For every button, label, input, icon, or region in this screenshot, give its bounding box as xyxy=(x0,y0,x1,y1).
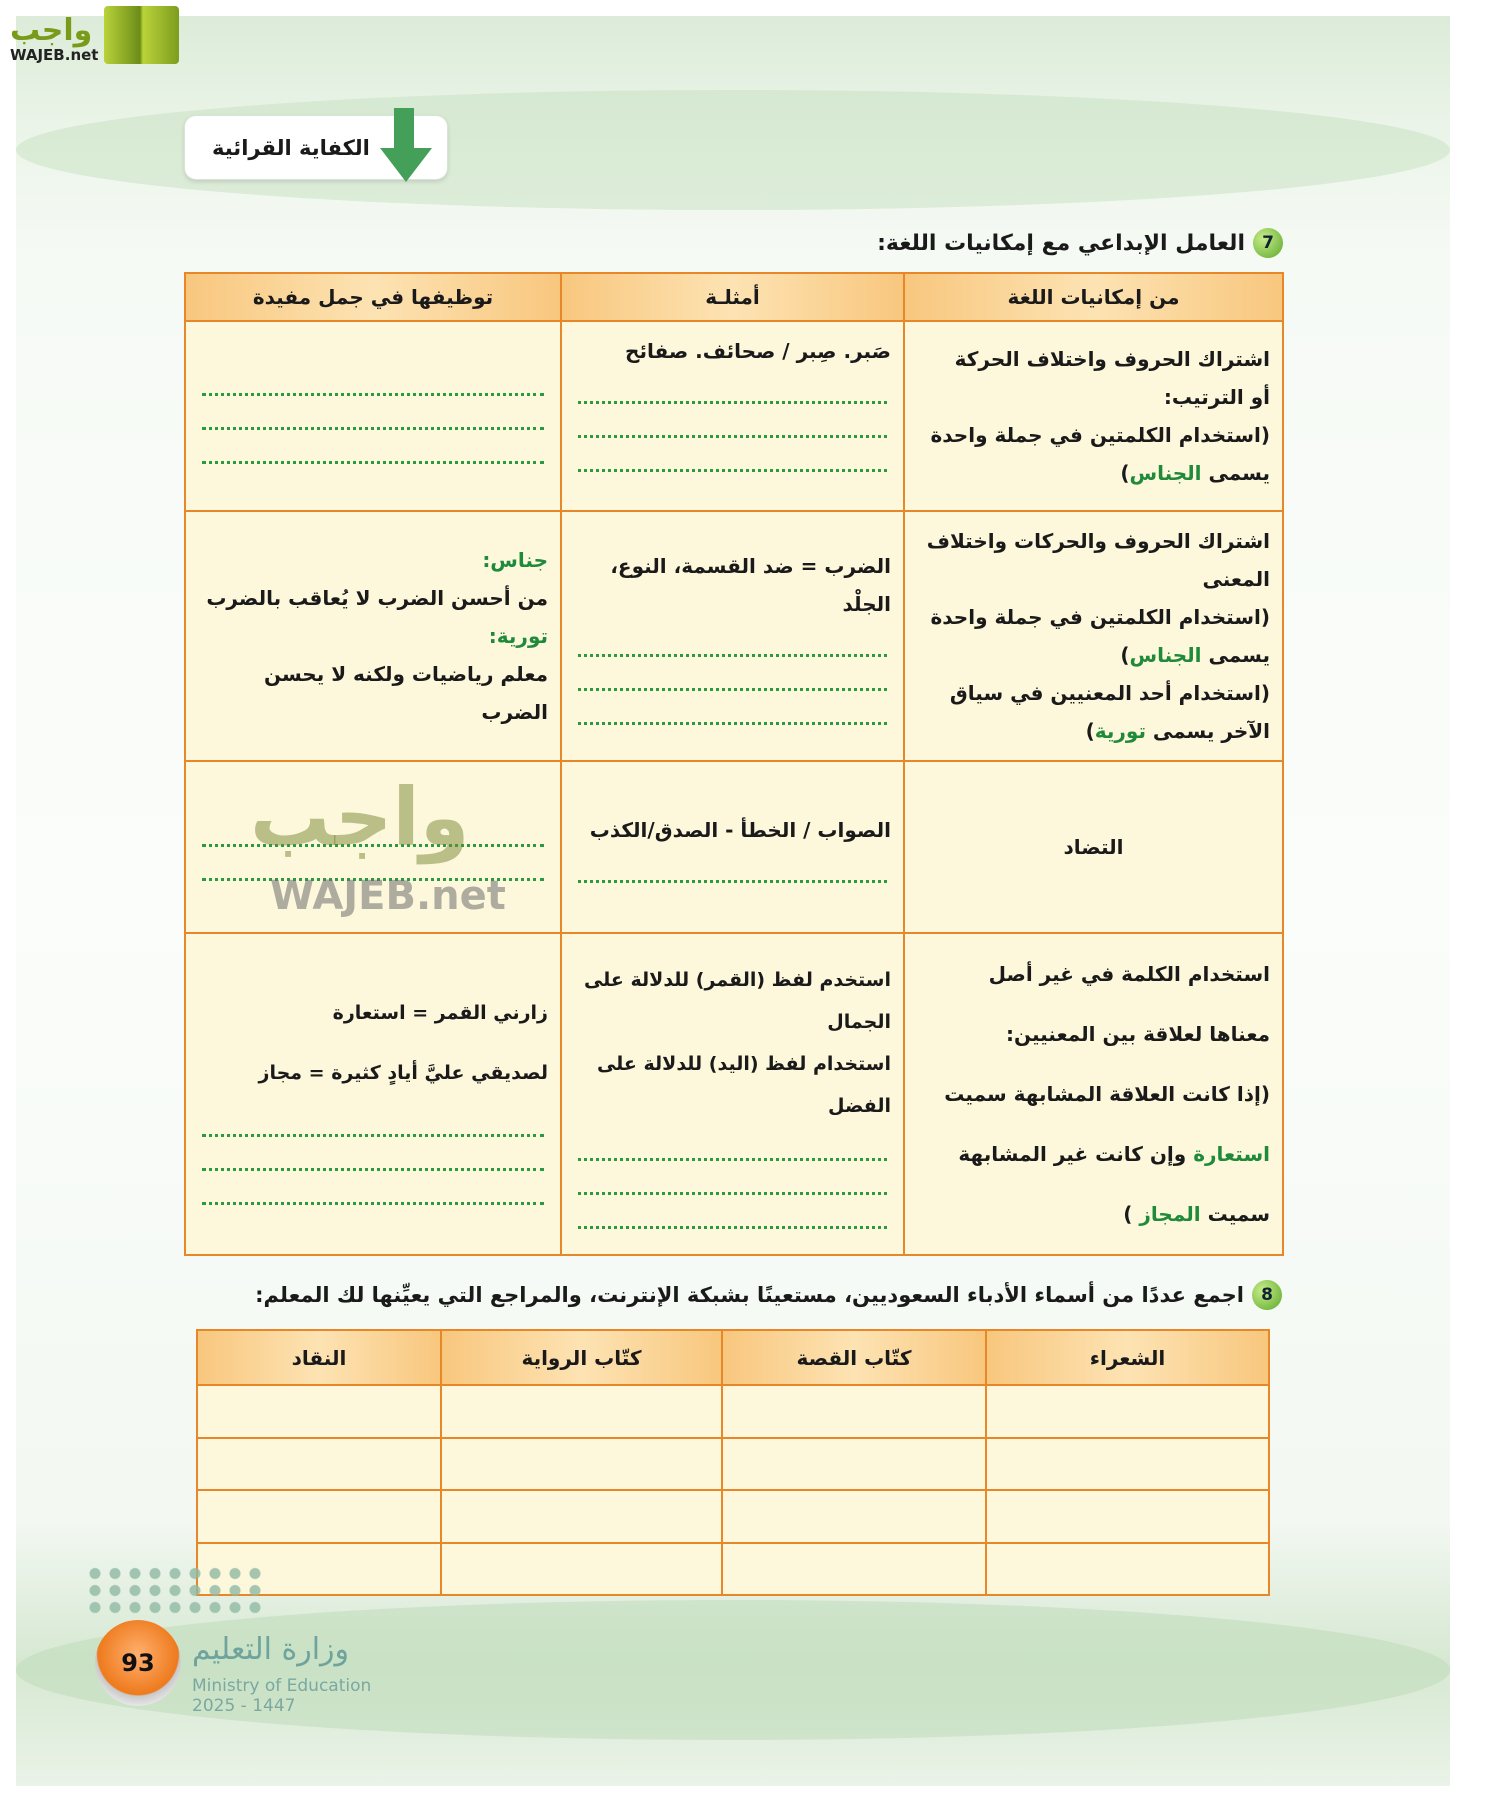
text-line: التضاد xyxy=(1063,835,1124,859)
header-cell: توظيفها في جمل مفيدة xyxy=(185,273,561,321)
term-highlight: الجناس xyxy=(1129,643,1202,667)
answer-cell[interactable] xyxy=(722,1385,986,1438)
term-highlight: الجناس xyxy=(1129,461,1202,485)
examples-cell xyxy=(561,321,904,511)
term-highlight: استعارة xyxy=(1193,1142,1270,1166)
text-line: ) xyxy=(1120,643,1130,667)
language-possibilities-table xyxy=(184,272,1284,1256)
sentence-text: من أحسن الضرب لا يُعاقب بالضرب xyxy=(206,586,548,610)
text-line: اشتراك الحروف واختلاف الحركة xyxy=(954,347,1270,371)
text-line: (استخدام الكلمتين في جملة واحدة xyxy=(930,605,1270,629)
answer-line[interactable] xyxy=(202,1171,544,1205)
text-line: الآخر يسمى xyxy=(1145,719,1270,743)
answer-cell[interactable] xyxy=(986,1438,1269,1491)
text-line: سميت xyxy=(1200,1202,1270,1226)
text-line: اشتراك الحروف والحركات واختلاف xyxy=(926,529,1270,553)
ministry-name-en xyxy=(192,1676,371,1716)
footer-wave xyxy=(16,1600,1450,1740)
answer-cell[interactable] xyxy=(441,1438,722,1491)
possibility-cell xyxy=(904,511,1283,761)
text-line: ) xyxy=(1120,461,1130,485)
example-text: استخدام لفظ (اليد) للدلالة على xyxy=(596,1053,891,1075)
edition-year: 2025 - 1447 xyxy=(192,1696,296,1716)
watermark-en: WAJEB.net xyxy=(270,873,506,919)
text-line: معناها لعلاقة بين المعنيين: xyxy=(1005,1022,1270,1046)
sentences-cell xyxy=(185,761,561,933)
ministry-name-en-text: Ministry of Education xyxy=(192,1676,372,1696)
answer-cell[interactable] xyxy=(986,1490,1269,1543)
book-icon xyxy=(104,6,179,64)
saudi-writers-table xyxy=(196,1329,1270,1596)
text-line: (استخدام الكلمتين في جملة واحدة xyxy=(930,423,1270,447)
answer-line[interactable] xyxy=(202,430,544,464)
answer-cell[interactable] xyxy=(722,1438,986,1491)
possibility-cell xyxy=(904,933,1283,1255)
answer-line[interactable] xyxy=(578,657,887,691)
header-cell: كتّاب القصة xyxy=(722,1330,986,1385)
term-highlight: المجاز xyxy=(1139,1202,1201,1226)
answer-line[interactable] xyxy=(578,849,887,883)
logo-text-ar: واجب xyxy=(10,13,93,48)
question-8-title xyxy=(255,1280,1282,1310)
example-text: استخدم لفظ (القمر) للدلالة على xyxy=(583,969,891,991)
question-text: اجمع عددًا من أسماء الأدباء السعوديين، مستعينًا بشبكة الإنترنت، والمراجع التي يعيِّنها لك المعلم: xyxy=(255,1283,1244,1307)
answer-line[interactable] xyxy=(578,438,887,472)
question-7-title xyxy=(877,228,1283,258)
text-line: (إذا كانت العلاقة المشابهة سميت xyxy=(944,1082,1270,1106)
example-text: الفضل xyxy=(827,1095,891,1117)
text-line: ) xyxy=(1085,719,1095,743)
arrow-down-icon xyxy=(380,108,436,182)
answer-line[interactable] xyxy=(202,1103,544,1137)
answer-line[interactable] xyxy=(202,362,544,396)
sentences-cell xyxy=(185,933,561,1255)
answer-cell[interactable] xyxy=(197,1438,441,1491)
text-line: المعنى xyxy=(1202,567,1270,591)
answer-line[interactable] xyxy=(578,1195,887,1229)
example-text: الضرب = ضد القسمة، النوع، الجلْد xyxy=(610,554,891,616)
answer-line[interactable] xyxy=(578,1161,887,1195)
watermark-ar: واجب xyxy=(250,771,470,864)
sentences-cell xyxy=(185,511,561,761)
answer-line[interactable] xyxy=(578,370,887,404)
label-jinas: جناس: xyxy=(482,548,548,572)
answer-cell[interactable] xyxy=(986,1385,1269,1438)
answer-cell[interactable] xyxy=(197,1490,441,1543)
answer-cell[interactable] xyxy=(197,1385,441,1438)
table-row xyxy=(185,933,1283,1255)
header-cell: الشعراء xyxy=(986,1330,1269,1385)
text-line: يسمى xyxy=(1201,643,1270,667)
examples-cell xyxy=(561,933,904,1255)
question-number-badge: 7 xyxy=(1253,228,1283,258)
term-highlight: تورية xyxy=(1094,719,1146,743)
text-line: استخدام الكلمة في غير أصل xyxy=(988,962,1270,986)
table-row xyxy=(185,511,1283,761)
header-cell: من إمكانيات اللغة xyxy=(904,273,1283,321)
answer-line[interactable] xyxy=(202,813,544,847)
text-line: أو الترتيب: xyxy=(1163,385,1270,409)
answer-line[interactable] xyxy=(202,847,544,881)
answer-line[interactable] xyxy=(578,404,887,438)
example-text: الصواب / الخطأ - الصدق/الكذب xyxy=(589,818,891,842)
text-line: وإن كانت غير المشابهة xyxy=(958,1142,1194,1166)
table-row xyxy=(197,1438,1269,1491)
header-cell: أمثلـة xyxy=(561,273,904,321)
answer-cell[interactable] xyxy=(722,1490,986,1543)
table-row xyxy=(197,1385,1269,1438)
sentence-text: معلم رياضيات ولكنه لا يحسن الضرب xyxy=(263,662,548,724)
sentence-text: لصديقي عليَّ أيادٍ كثيرة = مجاز xyxy=(258,1062,548,1084)
sentence-text: زارني القمر = استعارة xyxy=(332,1002,548,1024)
examples-cell xyxy=(561,761,904,933)
question-number-badge: 8 xyxy=(1252,1280,1282,1310)
ministry-name-ar: وزارة التعليم xyxy=(192,1632,350,1667)
example-text: الجمال xyxy=(827,1011,891,1033)
answer-cell[interactable] xyxy=(441,1543,722,1596)
table-row xyxy=(185,321,1283,511)
text-line: يسمى xyxy=(1201,461,1270,485)
logo-text-en: WAJEB.net xyxy=(10,46,99,64)
section-title: الكفاية القرائية xyxy=(212,135,370,160)
answer-line[interactable] xyxy=(202,396,544,430)
possibility-cell xyxy=(904,321,1283,511)
possibility-cell xyxy=(904,761,1283,933)
sentences-cell xyxy=(185,321,561,511)
table-row xyxy=(185,761,1283,933)
table-row xyxy=(197,1490,1269,1543)
wajeb-logo xyxy=(10,6,179,64)
header-cell: النقاد xyxy=(197,1330,441,1385)
text-line: ) xyxy=(1123,1202,1140,1226)
page-number-badge xyxy=(95,1620,181,1706)
table-row xyxy=(197,1543,1269,1596)
answer-line[interactable] xyxy=(578,691,887,725)
answer-cell[interactable] xyxy=(986,1543,1269,1596)
answer-line[interactable] xyxy=(202,1137,544,1171)
answer-cell[interactable] xyxy=(722,1543,986,1596)
text-line: (استخدام أحد المعنيين في سياق xyxy=(949,681,1270,705)
examples-cell xyxy=(561,511,904,761)
label-tawriya: تورية: xyxy=(488,624,548,648)
header-cell: كتّاب الرواية xyxy=(441,1330,722,1385)
answer-line[interactable] xyxy=(578,623,887,657)
answer-line[interactable] xyxy=(578,1127,887,1161)
example-text: صَبر. صِبر / صحائف. صفائح xyxy=(625,339,891,363)
page-number: 93 xyxy=(121,1649,155,1677)
ministry-logo-dots xyxy=(85,1565,265,1615)
answer-cell[interactable] xyxy=(441,1385,722,1438)
answer-cell[interactable] xyxy=(441,1490,722,1543)
question-text: العامل الإبداعي مع إمكانيات اللغة: xyxy=(877,230,1245,256)
